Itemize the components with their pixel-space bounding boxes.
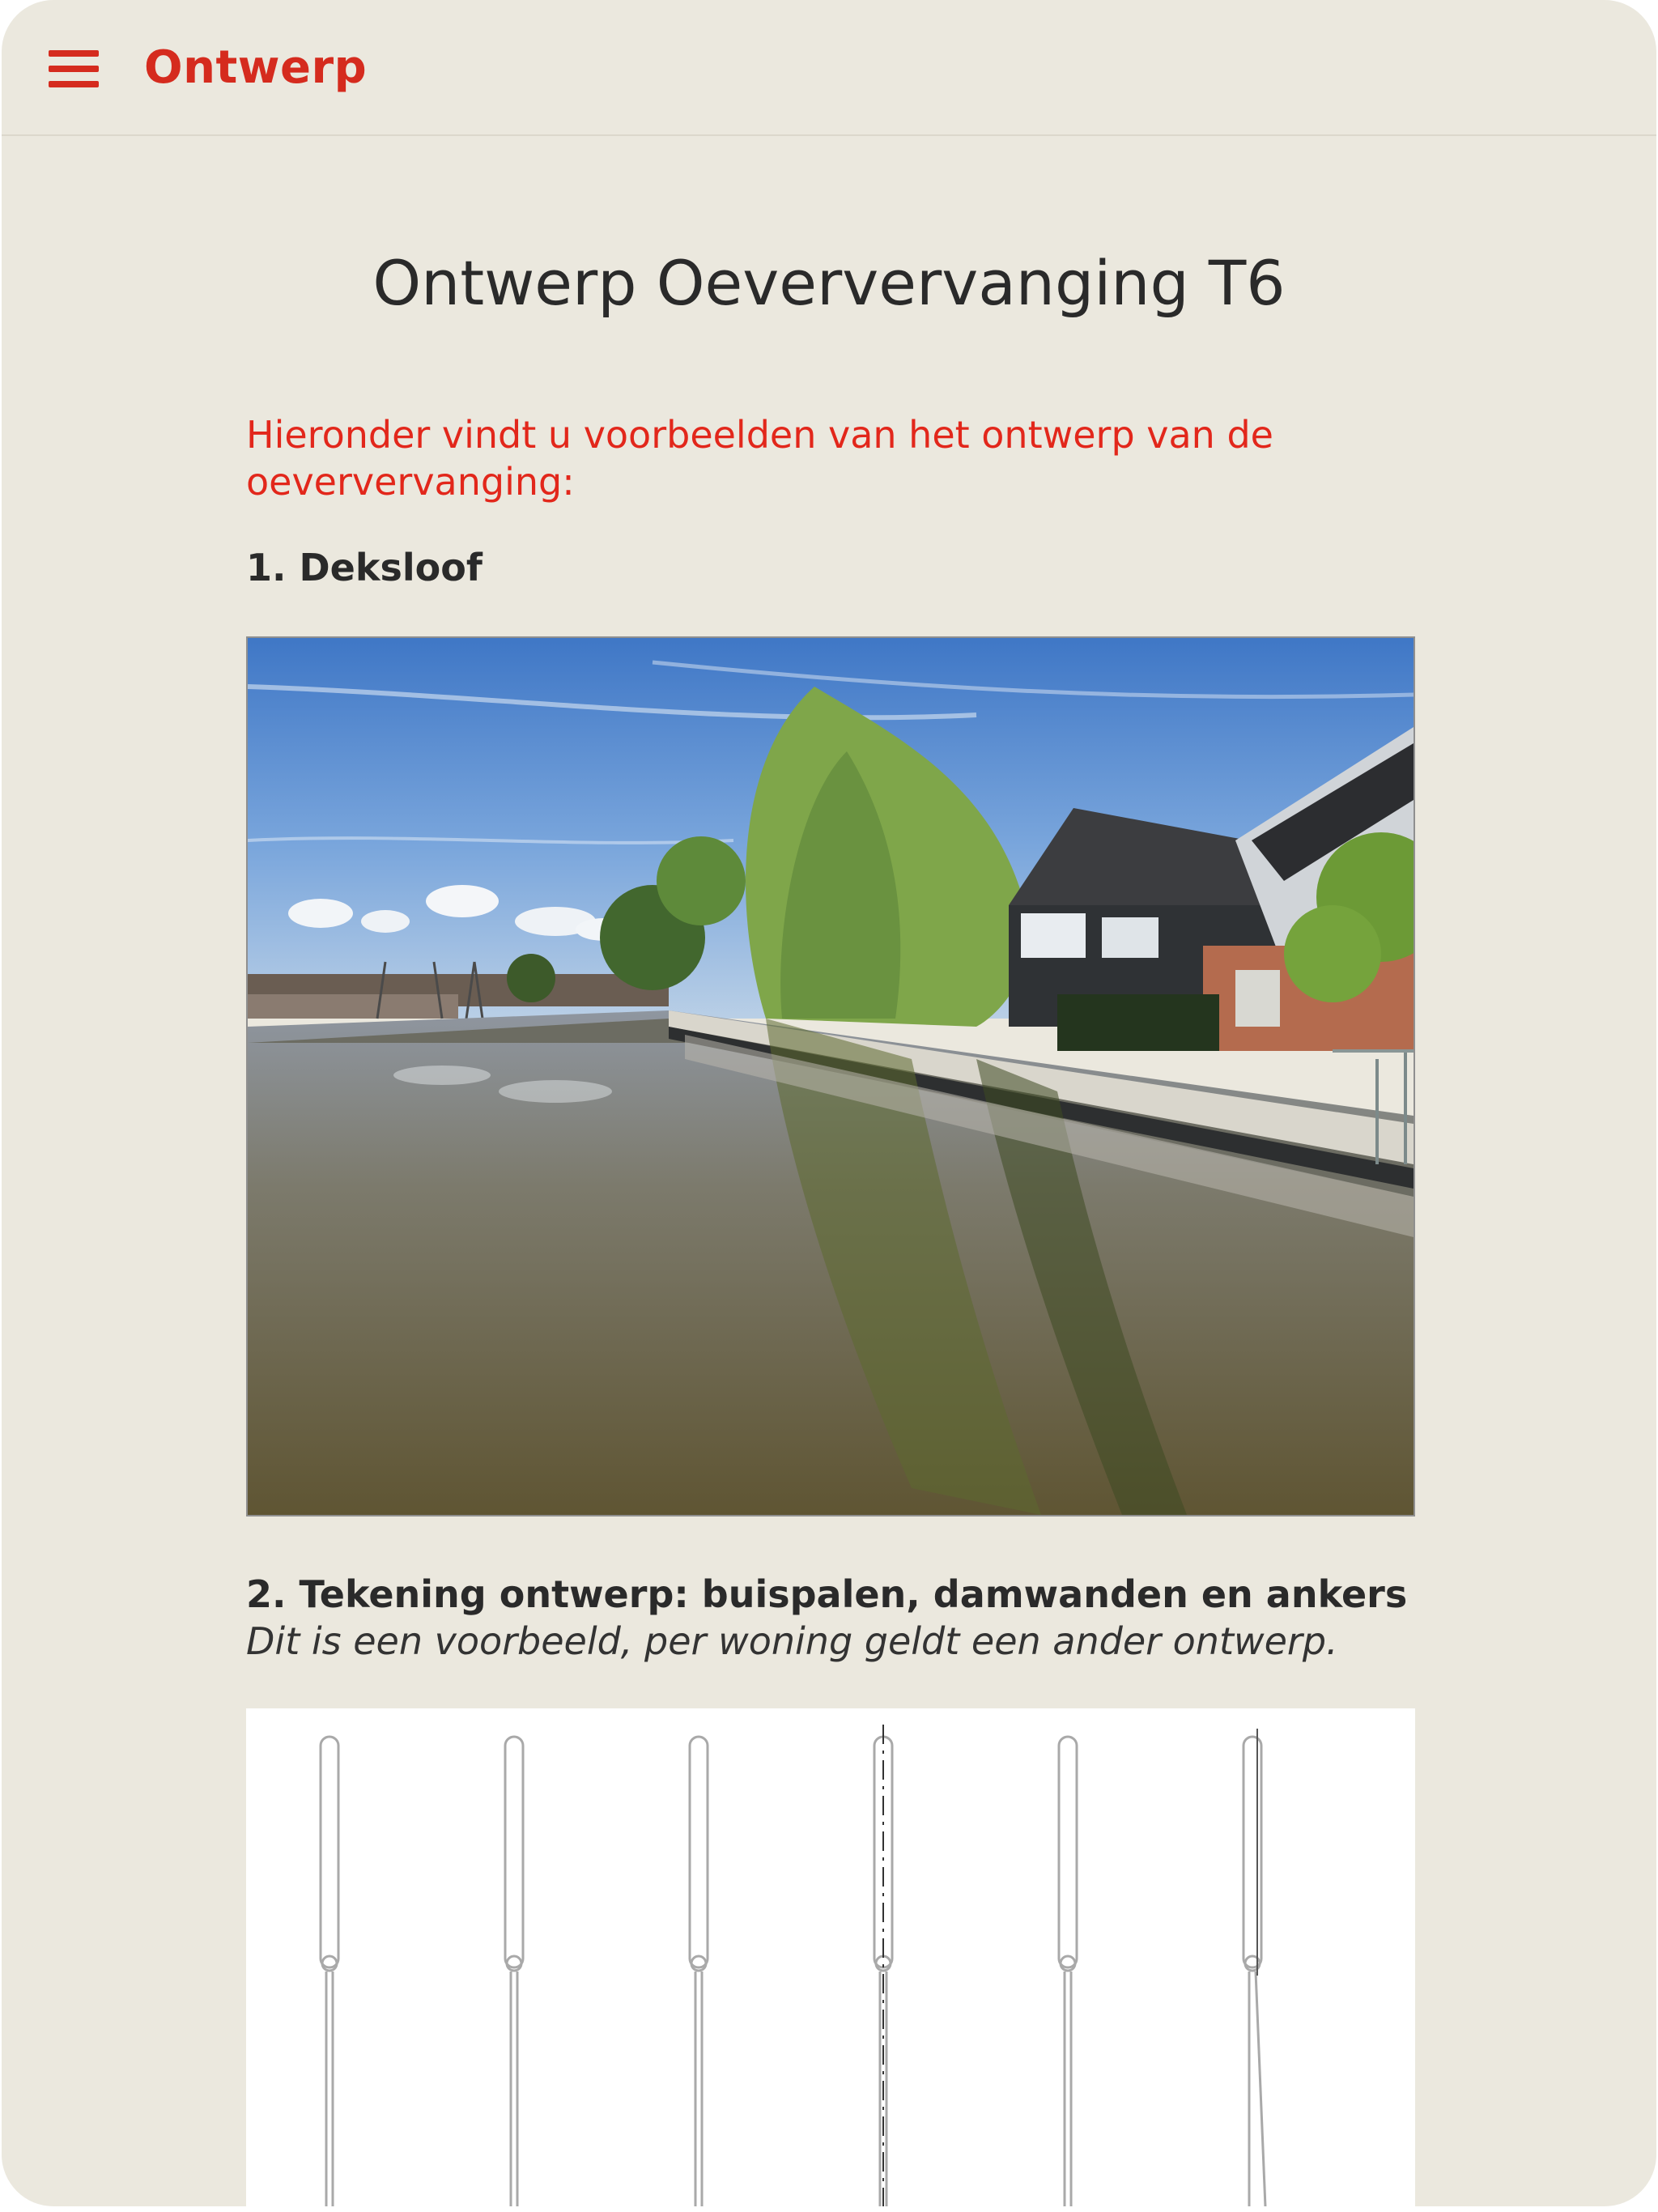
- page-title: Ontwerp Oeververvanging T6: [372, 247, 1286, 319]
- app-title: Ontwerp: [144, 41, 368, 94]
- technical-drawing: [246, 1708, 1415, 2206]
- deksloof-photo: [246, 636, 1415, 1516]
- hamburger-menu-icon[interactable]: [49, 50, 99, 87]
- intro-text: Hieronder vindt u voorbeelden van het ontwerp van de oeververvanging:: [246, 413, 1273, 504]
- section-subtitle: Dit is een voorbeeld, per woning geldt een ander ontwerp.: [246, 1619, 1338, 1663]
- section-heading-deksloof: 1. Deksloof: [246, 546, 483, 589]
- section-heading-tekening: 2. Tekening ontwerp: buispalen, damwanden en ankers: [246, 1572, 1408, 1616]
- app-screen: [2, 0, 1656, 2206]
- app-bar: [2, 0, 1656, 136]
